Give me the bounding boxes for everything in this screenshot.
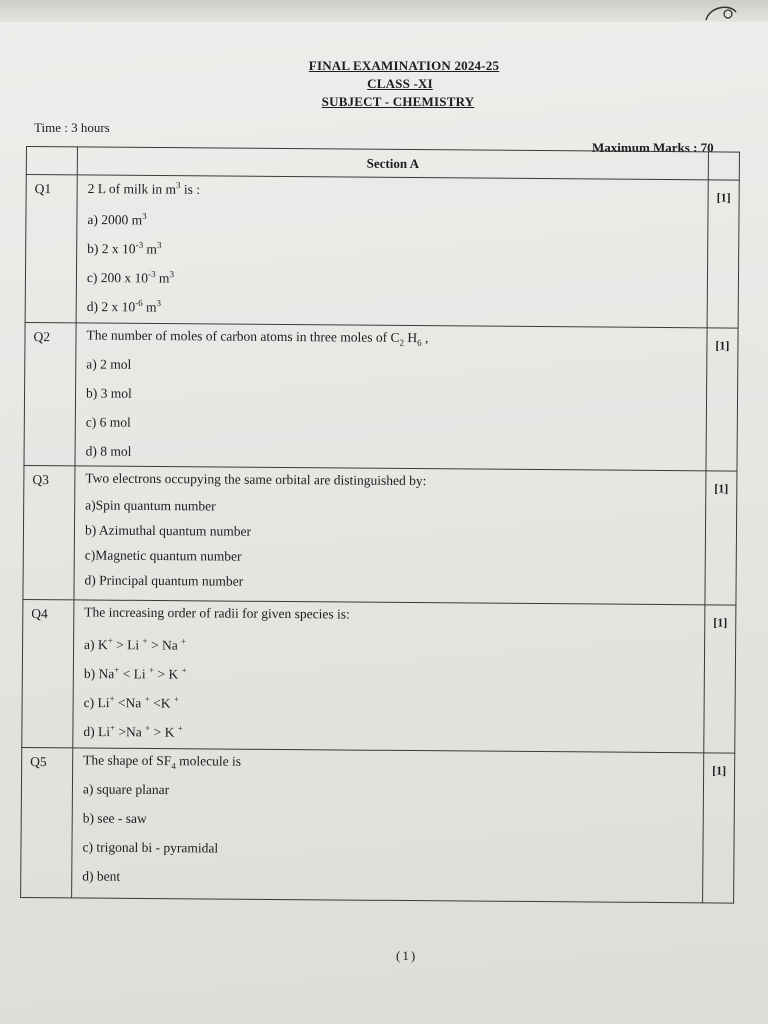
question-row [25,175,739,329]
question-stem: 2 L of milk in $m^3$ is : [87,180,201,197]
exam-title: FINAL EXAMINATION 2024-25 [308,58,500,73]
question-number: Q5 [30,754,47,770]
question-number: Q1 [34,181,52,197]
option-d: d) Principal quantum number [84,572,244,589]
question-row [22,599,736,753]
class-label: CLASS -XI [367,76,433,91]
background-strip [0,0,768,22]
question-stem: The shape of $SF_4$ molecule is [83,752,242,771]
question-row [23,465,737,605]
option-b: b) Na+ < Li + > K + [83,664,187,682]
option-d: d) bent [82,868,121,884]
option-d: d) Li+ >Na + > K + [83,722,183,740]
option-b: b) 2 x $10^{-3}$ $m^3$ [87,239,162,257]
ink-mark-icon [700,2,748,24]
option-b: b) see - saw [82,810,147,826]
option-c: c)Magnetic quantum number [84,547,242,564]
marks-badge: [1] [716,190,731,205]
option-a: a) 2 mol [86,356,132,372]
question-number: Q3 [32,472,49,488]
option-c: c) trigonal bi - pyramidal [82,839,219,856]
option-a: a) 2000 $m^3$ [87,210,147,228]
question-stem: The increasing order of radii for given species is: [84,604,350,622]
question-table [20,146,740,904]
marks-badge: [1] [714,481,729,496]
maximum-marks: Maximum Marks : 70 [592,140,714,155]
option-a: a) square planar [82,781,170,798]
section-heading: Section A [77,147,708,180]
option-d: d) 8 mol [85,443,132,459]
question-number: Q2 [33,329,51,345]
marks-badge: [1] [715,338,730,353]
option-c: c) 200 x $10^{-3}$ $m^3$ [86,268,175,286]
option-c: c) 6 mol [85,414,131,430]
option-b: b) Azimuthal quantum number [84,522,252,539]
option-b: b) 3 mol [86,385,132,401]
marks-badge: [1] [713,615,728,630]
subject-label: SUBJECT - CHEMISTRY [321,94,475,109]
option-a: a) K+ > Li + > Na + [84,635,187,653]
question-row [24,322,738,471]
page-number: (1) [396,948,418,963]
option-c: c) Li+ <Na + <K + [83,693,180,711]
marks-badge: [1] [712,763,727,778]
question-stem: The number of moles of carbon atoms in three moles of $C_2$ $H_6$ , [86,327,429,348]
time-allowed: Time : 3 hours [34,120,110,135]
option-d: d) 2 x $10^{-6}$ $m^3$ [86,297,162,315]
option-a: a)Spin quantum number [85,497,216,514]
question-number: Q4 [31,606,48,622]
question-row [21,747,735,903]
question-stem: Two electrons occupying the same orbital are distinguished by: [85,470,427,489]
